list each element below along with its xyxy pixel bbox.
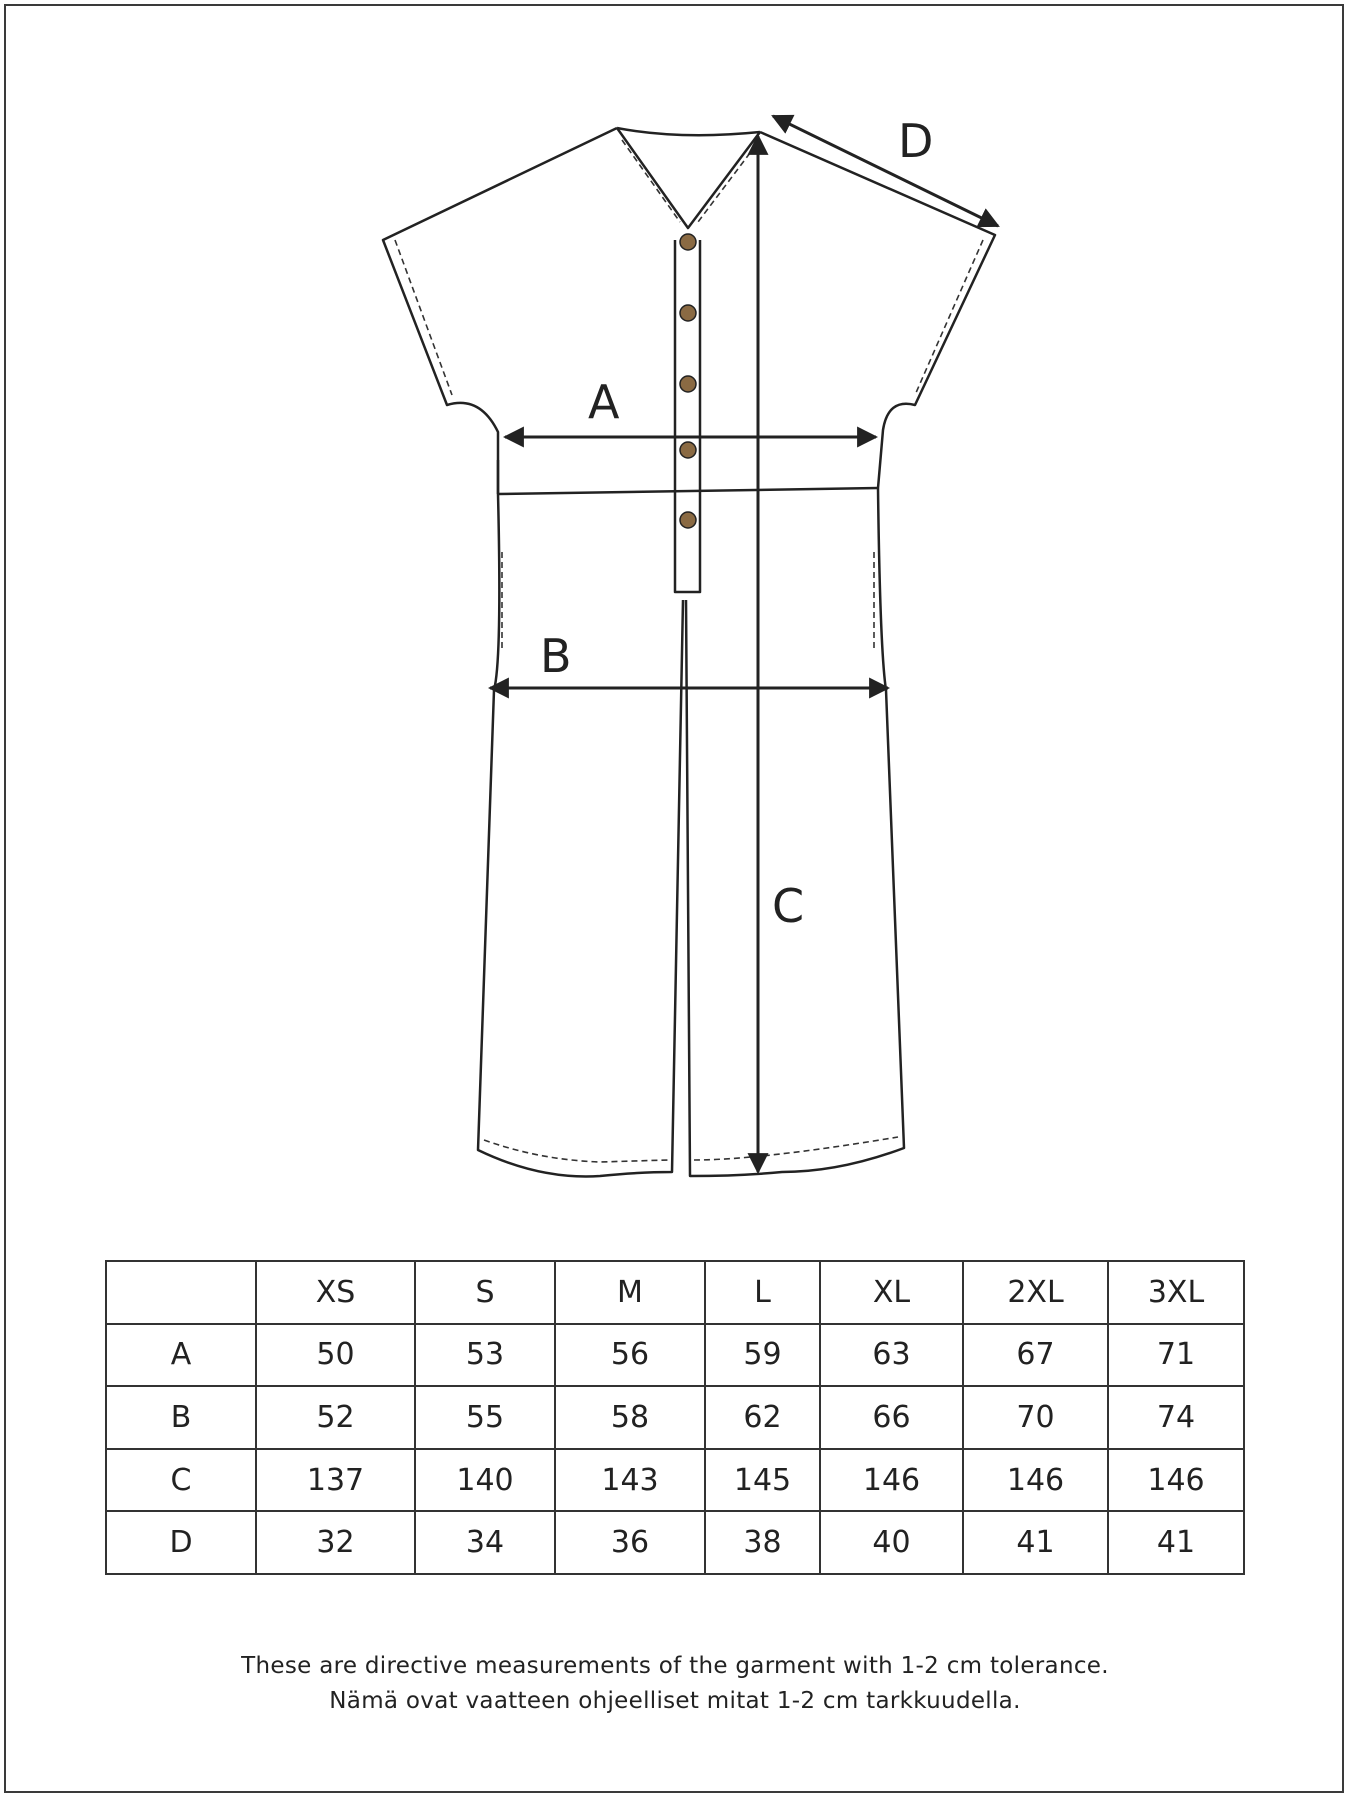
button [680, 376, 696, 392]
table-row [106, 1449, 1244, 1512]
size-header: XL [820, 1261, 963, 1324]
table-cell: 36 [555, 1511, 705, 1574]
button [680, 442, 696, 458]
table-row [106, 1324, 1244, 1387]
size-header: 2XL [963, 1261, 1108, 1324]
table-cell: 55 [415, 1386, 555, 1449]
label-a: A [588, 375, 620, 429]
button [680, 305, 696, 321]
table-cell: 70 [963, 1386, 1108, 1449]
size-header: S [415, 1261, 555, 1324]
row-label: A [106, 1324, 256, 1387]
corner-cell [106, 1261, 256, 1324]
table-cell: 40 [820, 1511, 963, 1574]
label-c: C [772, 879, 805, 933]
table-cell: 58 [555, 1386, 705, 1449]
table-cell: 145 [705, 1449, 820, 1512]
row-label: D [106, 1511, 256, 1574]
table-cell: 38 [705, 1511, 820, 1574]
table-cell: 50 [256, 1324, 415, 1387]
size-header: M [555, 1261, 705, 1324]
table-cell: 63 [820, 1324, 963, 1387]
garment-outline [383, 128, 995, 1176]
table-cell: 62 [705, 1386, 820, 1449]
size-header: XS [256, 1261, 415, 1324]
table-cell: 32 [256, 1511, 415, 1574]
measure-d-arrow [773, 116, 998, 226]
size-header: L [705, 1261, 820, 1324]
table-cell: 59 [705, 1324, 820, 1387]
button [680, 512, 696, 528]
table-cell: 56 [555, 1324, 705, 1387]
table-cell: 74 [1108, 1386, 1244, 1449]
table-cell: 137 [256, 1449, 415, 1512]
table-cell: 146 [820, 1449, 963, 1512]
table-cell: 41 [1108, 1511, 1244, 1574]
table-cell: 146 [1108, 1449, 1244, 1512]
size-table [105, 1260, 1245, 1575]
table-cell: 41 [963, 1511, 1108, 1574]
table-cell: 67 [963, 1324, 1108, 1387]
table-cell: 71 [1108, 1324, 1244, 1387]
note-finnish: Nämä ovat vaatteen ohjeelliset mitat 1-2 cm tarkkuudella. [329, 1688, 1021, 1714]
row-label: B [106, 1386, 256, 1449]
table-cell: 52 [256, 1386, 415, 1449]
table-cell: 66 [820, 1386, 963, 1449]
table-cell: 143 [555, 1449, 705, 1512]
label-d: D [898, 114, 934, 168]
row-label: C [106, 1449, 256, 1512]
button [680, 234, 696, 250]
buttons [680, 234, 696, 528]
note-english: These are directive measurements of the garment with 1-2 cm tolerance. [241, 1653, 1109, 1679]
table-row [106, 1386, 1244, 1449]
size-header: 3XL [1108, 1261, 1244, 1324]
table-cell: 53 [415, 1324, 555, 1387]
size-header-row [106, 1261, 1244, 1324]
label-b: B [540, 629, 572, 683]
table-cell: 34 [415, 1511, 555, 1574]
table-cell: 146 [963, 1449, 1108, 1512]
table-row [106, 1511, 1244, 1574]
table-cell: 140 [415, 1449, 555, 1512]
